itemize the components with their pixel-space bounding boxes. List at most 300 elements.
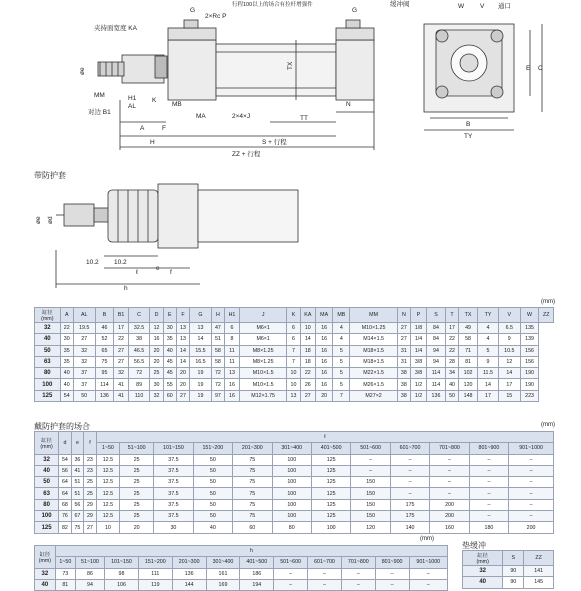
label-n: N [346, 101, 351, 108]
table-cell: M6×1 [239, 323, 286, 334]
table-cell: 38 [128, 334, 150, 345]
table-cell: 145 [524, 577, 554, 588]
table-cell: 22 [114, 334, 128, 345]
table-cell: 37.5 [154, 477, 193, 488]
cushion-table [462, 550, 554, 589]
table-cell: 16 [316, 345, 333, 356]
column-header: N [397, 308, 410, 323]
column-header: f [84, 432, 97, 455]
table-cell: 150 [351, 511, 390, 522]
table-cell: 20 [176, 379, 189, 390]
bore-size-cell: 80 [35, 499, 59, 510]
table-cell: 100 [272, 465, 311, 476]
table-cell: 12.5 [96, 499, 119, 510]
table-row [35, 334, 554, 345]
table-cell: 37.5 [154, 499, 193, 510]
table-cell: 20 [316, 390, 333, 401]
table-cell: 119 [138, 579, 172, 590]
table-cell: 37.5 [154, 511, 193, 522]
table-cell: 72 [128, 368, 150, 379]
table-cell: – [390, 488, 429, 499]
table-cell: M14×1.5 [350, 334, 397, 345]
table-row [35, 356, 554, 367]
table-cell: 106 [105, 579, 139, 590]
bore-size-cell: 50 [35, 345, 61, 356]
table-cell: 169 [206, 579, 240, 590]
table-cell: 29 [84, 499, 97, 510]
label-cushion: 缓冲阀 [390, 1, 410, 8]
table-cell: 72 [211, 368, 224, 379]
table-cell: 6 [287, 323, 300, 334]
table-cell: 19 [190, 368, 212, 379]
table-cell: 56 [71, 499, 84, 510]
label-bleed: 通口 [498, 3, 511, 10]
column-header: J [239, 308, 286, 323]
table-cell: – [469, 465, 508, 476]
table-cell: 148 [459, 390, 478, 401]
table-cell: 22 [300, 368, 315, 379]
column-header: 缸径 (mm) [35, 308, 61, 323]
table-cell: 37 [73, 368, 95, 379]
table-cell: 20 [150, 345, 163, 356]
table-cell: 4 [333, 334, 350, 345]
column-header: 401~500 [311, 443, 350, 454]
table-cell: 34 [445, 368, 458, 379]
table-cell: 81 [459, 356, 478, 367]
table-cell: – [509, 499, 554, 510]
table2-unit: (mm) [541, 422, 555, 428]
boot-label-l: ℓ [136, 269, 139, 276]
table-cell: 20 [176, 368, 189, 379]
table-cell: 60 [163, 390, 176, 401]
table-cell: 16 [316, 368, 333, 379]
table-cell: 11 [225, 345, 240, 356]
table-cell: 40 [60, 368, 73, 379]
table-cell: 75 [95, 356, 114, 367]
table-row [35, 390, 554, 401]
table-cell: 80 [272, 522, 311, 533]
bore-size-cell: 80 [35, 368, 61, 379]
label-h1: H1 [128, 95, 137, 102]
label-b1: 对边 B1 [88, 109, 111, 116]
label-ty: TY [464, 133, 473, 140]
boot-label-e2: e [156, 265, 160, 272]
table-cell: 120 [459, 379, 478, 390]
table-cell: 50 [193, 477, 232, 488]
table-cell: M12×1.75 [239, 390, 286, 401]
label-g: G [190, 7, 196, 14]
table-cell: 13 [287, 390, 300, 401]
table-cell: 84 [427, 323, 446, 334]
table-cell: 1/2 [411, 390, 427, 401]
boot-dimension-table [34, 431, 554, 534]
table-cell: 7 [333, 390, 350, 401]
table-cell: 3/8 [411, 368, 427, 379]
label-a: A [140, 125, 145, 132]
table-cell: 68 [59, 499, 72, 510]
table-row [35, 345, 554, 356]
table-cell: 75 [233, 454, 272, 465]
table-cell: 125 [311, 465, 350, 476]
table-cell: 100 [272, 511, 311, 522]
table-cell: 30 [154, 522, 193, 533]
column-header: MB [333, 308, 350, 323]
table-cell: 60 [233, 522, 272, 533]
table-cell: 86 [75, 568, 104, 579]
column-header: E [163, 308, 176, 323]
column-header: 401~500 [240, 557, 274, 568]
table-cell: 28 [445, 356, 458, 367]
table-cell: 18 [300, 345, 315, 356]
table-cell: 20 [120, 522, 154, 533]
column-header: AL [73, 308, 95, 323]
table-cell: 27 [176, 390, 189, 401]
column-header: TX [459, 308, 478, 323]
column-header: K [287, 308, 300, 323]
table-cell: 50 [193, 488, 232, 499]
table-cell: M22×1.5 [350, 368, 397, 379]
table-cell: 94 [427, 345, 446, 356]
column-header: MM [350, 308, 397, 323]
boot-label-t1: 10.2 [86, 259, 99, 266]
bore-size-cell: 40 [463, 577, 503, 588]
table-cell: 13 [225, 368, 240, 379]
table-cell: 46.5 [128, 345, 150, 356]
bore-size-cell: 32 [463, 566, 503, 577]
column-header: d [59, 432, 72, 455]
label-h: H [150, 139, 155, 146]
table-cell: – [351, 454, 390, 465]
table-cell: 12.5 [96, 477, 119, 488]
table-cell: 18 [300, 356, 315, 367]
table-cell: 32 [150, 390, 163, 401]
table-cell: 54 [60, 390, 73, 401]
table-cell: 156 [520, 345, 539, 356]
column-header: 151~200 [138, 557, 172, 568]
table-cell: – [509, 511, 554, 522]
column-header: TY [478, 308, 499, 323]
table3-unit: (mm) [420, 536, 434, 542]
table-cell: 10.5 [498, 345, 520, 356]
table-cell: 7 [287, 345, 300, 356]
column-header: 51~100 [120, 443, 154, 454]
table-cell: 35 [60, 356, 73, 367]
table-cell: 10 [96, 522, 119, 533]
table-cell: 136 [172, 568, 206, 579]
table-cell: 223 [520, 390, 539, 401]
table-cell: 175 [390, 511, 429, 522]
bore-size-cell: 100 [35, 511, 59, 522]
table-cell: 200 [509, 522, 554, 533]
table-cell: 25 [120, 511, 154, 522]
table-cell: 100 [311, 522, 350, 533]
cylinder-dimension-drawing [0, 0, 581, 170]
table-cell: 11 [225, 356, 240, 367]
bore-size-cell: 32 [35, 454, 59, 465]
table-cell: – [469, 454, 508, 465]
table-cell: 25 [120, 465, 154, 476]
table-cell: 15 [498, 390, 520, 401]
table-cell: 4 [333, 323, 350, 334]
table-cell: 5 [333, 356, 350, 367]
column-header: T [445, 308, 458, 323]
table-cell: 15.5 [190, 345, 212, 356]
boot-label-d: ød [47, 216, 54, 224]
table-cell: 40 [60, 379, 73, 390]
table-cell: 12 [150, 323, 163, 334]
table-cell: 135 [520, 323, 539, 334]
column-header: 701~800 [341, 557, 375, 568]
table-cell: – [509, 465, 554, 476]
table-cell: 41 [71, 465, 84, 476]
bore-size-cell: 63 [35, 356, 61, 367]
table-cell: 16 [225, 390, 240, 401]
boot-label-h: h [124, 285, 128, 292]
table-cell: 12.5 [96, 454, 119, 465]
table-cell: 6 [225, 323, 240, 334]
column-header: 缸径 (mm) [35, 546, 56, 569]
table-cell: 40 [193, 522, 232, 533]
table-cell: 50 [193, 499, 232, 510]
table-cell: 25 [150, 368, 163, 379]
table-cell: 111 [138, 568, 172, 579]
table-cell: 6.5 [498, 323, 520, 334]
column-header: KA [300, 308, 315, 323]
table-cell: 67 [71, 511, 84, 522]
table-cell: 13 [176, 323, 189, 334]
table-cell: 41 [114, 379, 128, 390]
column-header: 201~300 [172, 557, 206, 568]
table-cell: 32 [114, 368, 128, 379]
table-cell: 125 [311, 477, 350, 488]
table2-title: 戴防护套的场合 [34, 422, 90, 431]
table-cell: 94 [427, 356, 446, 367]
column-header: 301~400 [206, 557, 240, 568]
table-cell: 5 [333, 368, 350, 379]
table-cell: – [308, 579, 342, 590]
table-cell: 50 [445, 390, 458, 401]
column-header: e [71, 432, 84, 455]
label-ka: 夹持面宽度 KA [94, 25, 137, 32]
table-cell: 3/8 [411, 356, 427, 367]
table-cell: 17 [498, 379, 520, 390]
table-cell: 37.5 [154, 454, 193, 465]
table-cell: 190 [520, 379, 539, 390]
table-header-row [35, 308, 554, 323]
table-cell: 17 [114, 323, 128, 334]
table-cell: – [509, 488, 554, 499]
table-row [35, 499, 554, 510]
table-cell: 45 [163, 368, 176, 379]
table-header-row [35, 443, 554, 454]
table-cell: – [274, 579, 308, 590]
table-cell: 76 [59, 511, 72, 522]
table-cell: 16 [316, 356, 333, 367]
table-row [35, 465, 554, 476]
table-cell: 4 [478, 334, 499, 345]
table-cell: – [341, 568, 375, 579]
table-row [35, 379, 554, 390]
column-header: B1 [114, 308, 128, 323]
table-cell: 75 [233, 477, 272, 488]
table-cell: 75 [233, 465, 272, 476]
table-cell: M10×1.5 [239, 379, 286, 390]
table-cell: 10 [287, 368, 300, 379]
table-cell: 50 [193, 454, 232, 465]
table-cell: 90 [503, 566, 524, 577]
table-cell: M27×2 [350, 390, 397, 401]
table-cell: 82 [59, 522, 72, 533]
table-cell: – [430, 465, 469, 476]
table-cell: 75 [71, 522, 84, 533]
table-row [35, 454, 554, 465]
label-phi-e: øe [79, 67, 86, 75]
table-cell: 36 [71, 454, 84, 465]
table-cell: 38 [397, 368, 410, 379]
table-cell: 27 [300, 390, 315, 401]
column-header: 51~100 [75, 557, 104, 568]
bore-size-cell: 100 [35, 379, 61, 390]
table-cell: 186 [240, 568, 274, 579]
table-cell: 22 [445, 345, 458, 356]
table-row [463, 566, 554, 577]
table-cell: 35 [60, 345, 73, 356]
column-header: C [128, 308, 150, 323]
column-header: D [150, 308, 163, 323]
table-row [35, 568, 448, 579]
table-cell: – [308, 568, 342, 579]
table-cell: 16 [316, 323, 333, 334]
table-cell: 98 [105, 568, 139, 579]
table-cell: 19 [190, 379, 212, 390]
table-cell: 125 [311, 488, 350, 499]
table-cell: 5 [333, 379, 350, 390]
label-b: B [466, 121, 471, 128]
table-cell: 52 [95, 334, 114, 345]
table-cell: 160 [430, 522, 469, 533]
table-cell: – [509, 454, 554, 465]
h-group-header: h [55, 546, 447, 557]
table-cell: 37.5 [154, 488, 193, 499]
table-cell: 84 [427, 334, 446, 345]
table-cell: 51 [71, 477, 84, 488]
table-cell: 25 [120, 477, 154, 488]
table-cell: 25 [120, 488, 154, 499]
column-header: 1~50 [96, 443, 119, 454]
table-cell: – [390, 477, 429, 488]
column-header: ZZ [539, 308, 554, 323]
table-cell: 72 [211, 379, 224, 390]
table-cell: 55 [163, 379, 176, 390]
table-row [463, 577, 554, 588]
table-cell: 150 [351, 499, 390, 510]
table-cell: 6 [287, 334, 300, 345]
table-cell: 200 [430, 499, 469, 510]
table-cell: 16 [225, 379, 240, 390]
table-cell: 58 [211, 345, 224, 356]
table-cell: 144 [172, 579, 206, 590]
table-cell: 58 [459, 334, 478, 345]
table-cell: – [409, 568, 447, 579]
table-cell: 114 [95, 379, 114, 390]
table-cell: 10 [287, 379, 300, 390]
table-cell: 125 [311, 454, 350, 465]
column-header: 701~800 [430, 443, 469, 454]
table-cell: 11.5 [478, 368, 499, 379]
table-cell: 9 [478, 356, 499, 367]
ell-group-header: ℓ [96, 432, 553, 443]
table-cell: 37.5 [154, 465, 193, 476]
table-header-row [35, 557, 448, 568]
table-cell: 139 [520, 334, 539, 345]
column-header: 801~900 [469, 443, 508, 454]
label-al: AL [128, 103, 136, 110]
table-cell: 114 [427, 368, 446, 379]
table-cell: 14 [498, 368, 520, 379]
table-cell: 14 [176, 345, 189, 356]
table-cell: 14 [478, 379, 499, 390]
table-cell: 25 [84, 477, 97, 488]
table-cell: 100 [272, 454, 311, 465]
table-cell: 13 [176, 334, 189, 345]
column-header: 601~700 [390, 443, 429, 454]
table-cell: M18×1.5 [350, 345, 397, 356]
table-row [35, 579, 448, 590]
label-c: C [538, 65, 543, 72]
table-cell: – [469, 488, 508, 499]
table-cell: 22 [60, 323, 73, 334]
table-cell: 50 [73, 390, 95, 401]
table-cell: 141 [524, 566, 554, 577]
column-header: 501~600 [274, 557, 308, 568]
boot-label-t2: 10.2 [114, 259, 127, 266]
table-cell: 161 [206, 568, 240, 579]
bore-size-cell: 125 [35, 522, 59, 533]
table-cell: 58 [211, 356, 224, 367]
table-cell: 27 [114, 356, 128, 367]
table-cell: 140 [390, 522, 429, 533]
table-cell: 100 [272, 488, 311, 499]
table-cell: 32 [73, 345, 95, 356]
table-cell: 19.5 [73, 323, 95, 334]
table-cell: 31 [397, 345, 410, 356]
label-rc: 2×Rc P [205, 13, 227, 20]
table-row [35, 477, 554, 488]
table-cell: 194 [240, 579, 274, 590]
table-cell: 13 [190, 323, 212, 334]
bore-size-cell: 50 [35, 477, 59, 488]
table-cell: 120 [351, 522, 390, 533]
boot-h-table [34, 545, 448, 591]
table-cell: 64 [59, 488, 72, 499]
table-cell: 31 [397, 356, 410, 367]
label-e: E [526, 65, 531, 72]
table-cell: 27 [84, 522, 97, 533]
table-group-row [35, 432, 554, 443]
table-cell: 175 [390, 499, 429, 510]
label-tt: TT [300, 115, 308, 122]
label-j: 2×4×J [232, 113, 251, 120]
table-cell: 41 [114, 390, 128, 401]
table-cell: – [390, 465, 429, 476]
column-header: 201~300 [233, 443, 272, 454]
table-cell: 100 [272, 499, 311, 510]
table-cell: M26×1.5 [350, 379, 397, 390]
column-header: 缸径 (mm) [463, 551, 503, 566]
table-cell: 27 [73, 334, 95, 345]
table-cell: 46 [95, 323, 114, 334]
table-cell: 45 [163, 356, 176, 367]
